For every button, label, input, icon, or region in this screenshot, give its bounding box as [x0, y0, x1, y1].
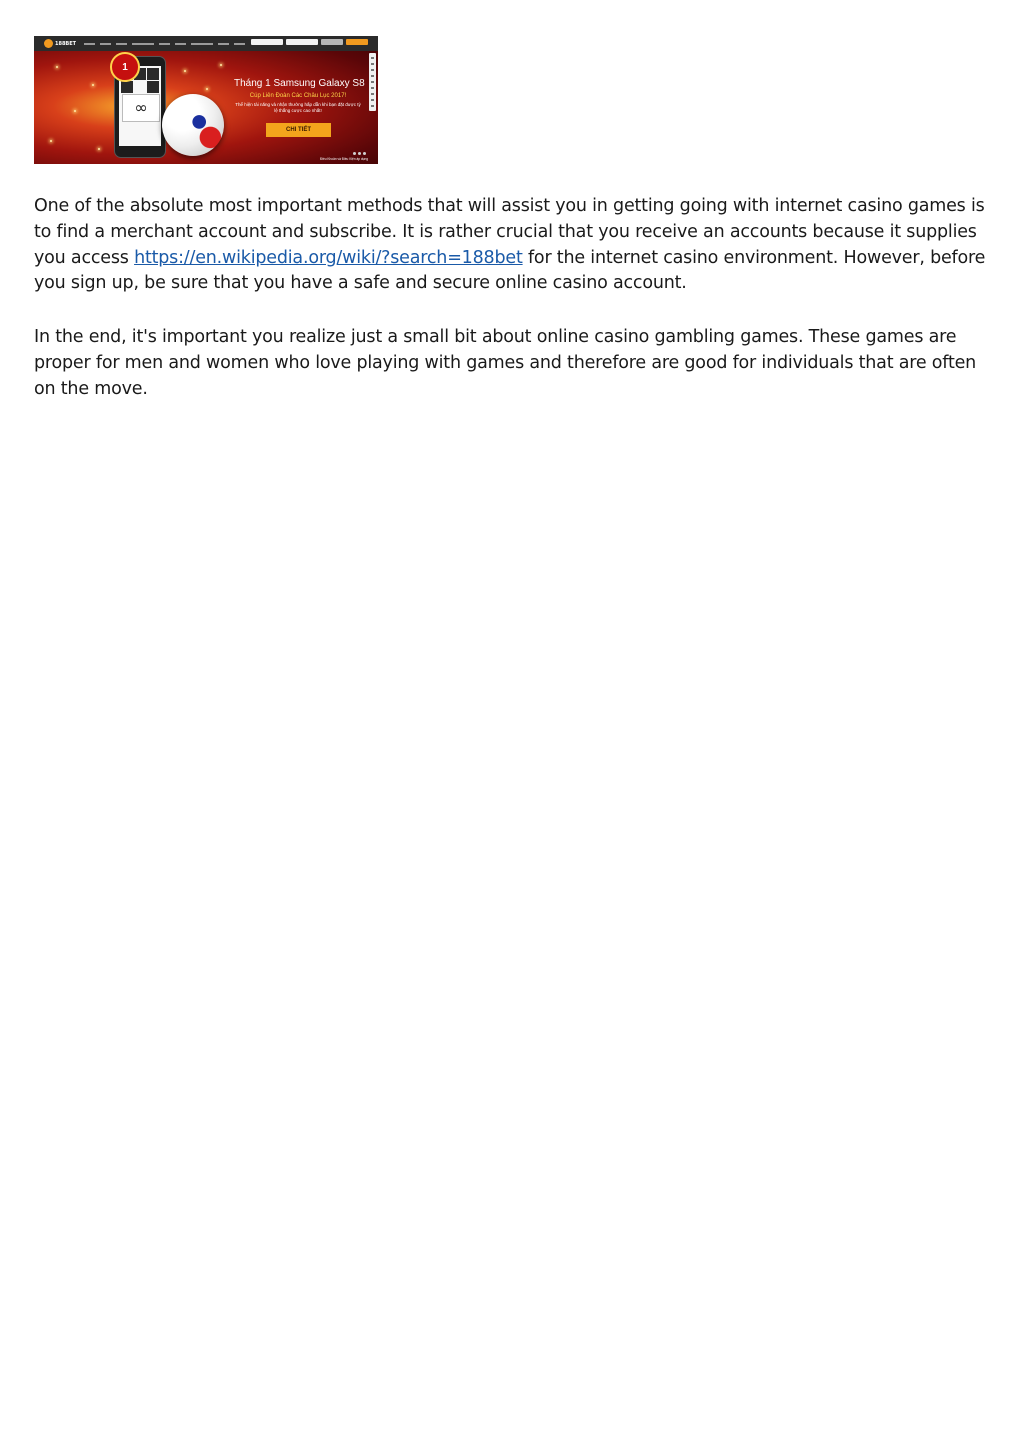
- game-tile: [147, 68, 159, 80]
- sparkle-icon: [220, 64, 222, 66]
- banner-headline: Tháng 1 Samsung Galaxy S8: [234, 78, 365, 89]
- nav-placeholder: [84, 43, 95, 45]
- banner-footnote: Điều Khoản và Điều Kiện áp dụng: [319, 157, 368, 161]
- banner-login-area: [251, 39, 368, 45]
- sparkle-icon: [184, 70, 186, 72]
- login-field-placeholder: [251, 39, 283, 45]
- brand-logo: [44, 39, 76, 48]
- nav-placeholder: [116, 43, 127, 45]
- join-button-placeholder: [346, 39, 368, 45]
- promo-banner-image: [34, 36, 378, 164]
- game-tile: [121, 81, 133, 93]
- banner-cta-button: CHI TIẾT: [266, 123, 331, 137]
- nav-placeholder: [191, 43, 213, 45]
- sparkle-icon: [92, 84, 94, 86]
- nav-placeholder: [159, 43, 170, 45]
- infinity-icon: ∞: [122, 94, 160, 122]
- sparkle-icon: [74, 110, 76, 112]
- promo-badge: 1: [110, 52, 140, 82]
- banner-nav-items: [84, 43, 245, 45]
- banner-nav-bar: [34, 36, 378, 51]
- banner-subheadline: Cúp Liên Đoàn Các Châu Lục 2017!: [249, 93, 347, 99]
- logo-text: 188BET: [55, 40, 77, 47]
- nav-placeholder: [132, 43, 154, 45]
- sparkle-icon: [50, 140, 52, 142]
- nav-placeholder: [218, 43, 229, 45]
- nav-placeholder: [175, 43, 186, 45]
- paragraph-1-text-after-link: for the internet casino environment. However, before you sign up, be sure that you have a safe and secure online casino account.: [34, 247, 986, 294]
- login-button-placeholder: [321, 39, 343, 45]
- logo-mark-icon: [44, 39, 53, 48]
- carousel-dots: [353, 152, 366, 155]
- document-page: [34, 36, 990, 403]
- banner-description: Thể hiện tài năng và nhận thưởng hấp dẫn khi bạn đặt được tỷ lệ thắng cược cao nhất!: [235, 102, 361, 113]
- login-field-placeholder: [286, 39, 318, 45]
- sparkle-icon: [56, 66, 58, 68]
- paragraph-1-text-before-link: One of the absolute most important methods that will assist you in getting going with internet casino games is to find a merchant account and subscribe. It is rather crucial that you receive an accounts because it supplies you access: [34, 196, 985, 268]
- sparkle-icon: [206, 88, 208, 90]
- wikipedia-search-link[interactable]: https://en.wikipedia.org/wiki/?search=188bet: [134, 247, 523, 268]
- paragraph-2: In the end, it's important you realize just a small bit about online casino gambling games. These games are proper for men and women who love playing with games and therefore are good for individuals that are often on the move.: [34, 327, 977, 399]
- sparkle-icon: [98, 148, 100, 150]
- game-tile: [147, 81, 159, 93]
- paragraph-1: [34, 194, 990, 297]
- banner-side-tab: [369, 53, 376, 111]
- soccer-ball-illustration: [162, 94, 224, 156]
- nav-placeholder: [100, 43, 111, 45]
- nav-placeholder: [234, 43, 245, 45]
